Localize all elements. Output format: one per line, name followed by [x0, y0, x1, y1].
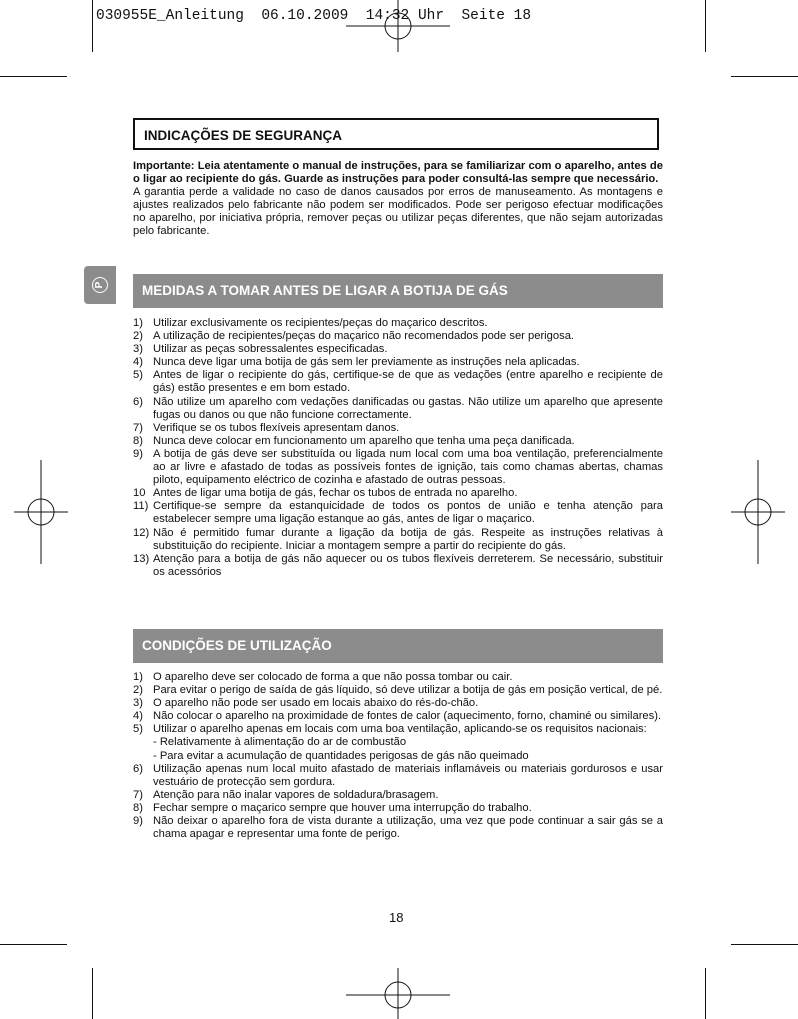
list-item [133, 422, 663, 435]
list-item-number: 13) [133, 552, 150, 565]
crop-mark [731, 944, 798, 945]
list-item-number: 3) [133, 343, 143, 356]
conditions-section-header [133, 629, 663, 663]
measures-title: MEDIDAS A TOMAR ANTES DE LIGAR A BOTIJA DE GÁS [142, 283, 508, 298]
list-item [133, 684, 663, 697]
crop-mark [0, 944, 67, 945]
crop-mark [92, 968, 93, 1019]
list-item-text: O aparelho não pode ser usado em locais abaixo do rés-do-chão. [153, 697, 479, 710]
list-item-text: Utilização apenas num local muito afastado de materiais inflamáveis ou materiais gordurosos e usar vestuário de protecção sem gordura. [153, 762, 663, 788]
list-item-number: 7) [133, 788, 143, 801]
list-item-number: 5) [133, 723, 143, 736]
list-item-text: Utilizar as peças sobressalentes especificadas. [153, 343, 388, 356]
list-item [133, 396, 663, 422]
list-item [133, 723, 663, 736]
list-item [133, 500, 663, 526]
crop-mark [92, 0, 93, 52]
list-item [133, 317, 663, 330]
list-item [133, 763, 663, 789]
language-letter: P [92, 277, 108, 293]
list-item-number: 4) [133, 356, 143, 369]
page-number: 18 [389, 910, 404, 925]
list-item [133, 356, 663, 369]
list-item-number: 1) [133, 317, 143, 329]
safety-important: Importante: Leia atentamente o manual de instruções, para se familiarizar com o aparelho, antes de o ligar ao recipiente do gás. Guarde as instruções para poder consultá-las sempre que necessário. [133, 160, 663, 186]
list-item-text: - Relativamente à alimentação do ar de combustão [153, 736, 407, 749]
list-item [133, 330, 663, 343]
list-item-text: Nunca deve colocar em funcionamento um aparelho que tenha uma peça danificada. [153, 434, 575, 447]
list-item-text: A botija de gás deve ser substituída ou ligada num local com uma boa ventilação, preferencialmente ao ar livre e afastado de todas as possíveis fontes de ignição, tais como chamas abertas, chamas piloto, equipamento eléctrico de cozinha e afastado de outras pessoas. [153, 447, 663, 487]
list-item-number: 12) [133, 526, 150, 539]
measures-list-container [133, 317, 663, 579]
list-item-number: 5) [133, 369, 143, 382]
list-item-number: 6) [133, 762, 143, 775]
safety-title: INDICAÇÕES DE SEGURANÇA [144, 128, 343, 143]
registration-mark-right [731, 460, 785, 564]
safety-text [133, 160, 663, 239]
list-item-number: 4) [133, 710, 143, 723]
list-item-text: Atenção para não inalar vapores de soldadura/brasagem. [153, 788, 439, 801]
list-item-number: 8) [133, 434, 143, 447]
list-item-text: Verifique se os tubos flexíveis apresentam danos. [153, 421, 400, 434]
list-item [133, 697, 663, 710]
registration-mark-bottom [346, 968, 450, 1019]
crop-mark [0, 76, 67, 77]
list-item-text: Atenção para a botija de gás não aquecer ou os tubos flexíveis derreterem. Se necessário, substituir os acessórios [153, 552, 663, 578]
list-item-number: 10 [133, 487, 146, 500]
conditions-list-container [133, 671, 663, 841]
conditions-list [133, 671, 663, 841]
conditions-title: CONDIÇÕES DE UTILIZAÇÃO [142, 638, 332, 653]
measures-list [133, 317, 663, 579]
list-item-text: Fechar sempre o maçarico sempre que houver uma interrupção do trabalho. [153, 801, 532, 814]
list-item [133, 710, 663, 723]
list-item-text: Não colocar o aparelho na proximidade de fontes de calor (aquecimento, forno, chaminé ou similares). [153, 710, 662, 723]
list-item-number: 9) [133, 815, 143, 828]
list-item-text: Nunca deve ligar uma botija de gás sem ler previamente as instruções nela aplicadas. [153, 356, 580, 369]
list-item-text: Não é permitido fumar durante a ligação da botija de gás. Respeite as instruções relativas à substituição do recipiente. Iniciar a montagem sempre a partir do recipiente do gás. [153, 526, 663, 552]
list-item-text: Antes de ligar o recipiente do gás, certifique-se de que as vedações (entre aparelho e recipiente de gás) estão presentes e em bom estado. [153, 369, 663, 395]
list-item [133, 553, 663, 579]
list-item [133, 736, 663, 749]
list-item-text: Não deixar o aparelho fora de vista durante a utilização, uma vez que pode continuar a sair gás se a chama apagar e representar uma fonte de perigo. [153, 815, 663, 841]
list-item [133, 435, 663, 448]
crop-mark [731, 76, 798, 77]
list-item-number: 9) [133, 447, 143, 460]
list-item [133, 369, 663, 395]
crop-mark [705, 0, 706, 52]
safety-body: A garantia perde a validade no caso de danos causados por erros de manuseamento. As montagens e ajustes realizados pelo fabricante não podem ser modificados. Pode ser perigoso efectuar modificações no aparelho, por iniciativa própria, remover peças ou utilizar peças diferentes, que não sejam autorizadas pelo fabricante. [133, 186, 663, 238]
safety-section-header [133, 118, 659, 150]
list-item-number: 6) [133, 395, 143, 408]
list-item [133, 750, 663, 763]
list-item [133, 343, 663, 356]
list-item-number: 2) [133, 330, 143, 343]
list-item-text: Para evitar o perigo de saída de gás líquido, só deve utilizar a botija de gás em posição vertical, de pé. [153, 684, 663, 697]
list-item [133, 487, 663, 500]
list-item [133, 527, 663, 553]
list-item-text: O aparelho deve ser colocado de forma a que não possa tombar ou cair. [153, 671, 513, 683]
list-item-text: Certifique-se sempre da estanquicidade de todos os pontos de união e tenha atenção para estabelecer sempre uma ligação estanque ao gás, antes de ligar o maçarico. [153, 500, 663, 526]
crop-mark [705, 968, 706, 1019]
list-item-text: Não utilize um aparelho com vedações danificadas ou gastas. Não utilize um aparelho que apresente fugas ou danos ou que não funcione correctamente. [153, 395, 663, 421]
list-item-text: Utilizar o aparelho apenas em locais com uma boa ventilação, aplicando-se os requisitos nacionais: [153, 723, 647, 736]
list-item [133, 671, 663, 684]
list-item-number: 3) [133, 697, 143, 710]
list-item-number: 11) [133, 500, 149, 513]
list-item [133, 802, 663, 815]
list-item-number: 1) [133, 671, 143, 683]
list-item-text: Antes de ligar uma botija de gás, fechar os tubos de entrada no aparelho. [153, 487, 518, 500]
language-tab [84, 266, 116, 304]
registration-mark-left [14, 460, 68, 564]
list-item-number: 7) [133, 421, 143, 434]
list-item-number: 2) [133, 684, 143, 697]
registration-mark-top [346, 0, 450, 52]
list-item-text: A utilização de recipientes/peças do maçarico não recomendados pode ser perigosa. [153, 330, 575, 343]
list-item [133, 448, 663, 487]
print-slug: 030955E_Anleitung 06.10.2009 14:32 Uhr Seite 18 [96, 8, 532, 24]
measures-section-header [133, 274, 663, 308]
list-item [133, 815, 663, 841]
list-item [133, 789, 663, 802]
list-item-text: - Para evitar a acumulação de quantidades perigosas de gás não queimado [153, 749, 529, 762]
list-item-number: 8) [133, 801, 143, 814]
list-item-text: Utilizar exclusivamente os recipientes/peças do maçarico descritos. [153, 317, 488, 329]
